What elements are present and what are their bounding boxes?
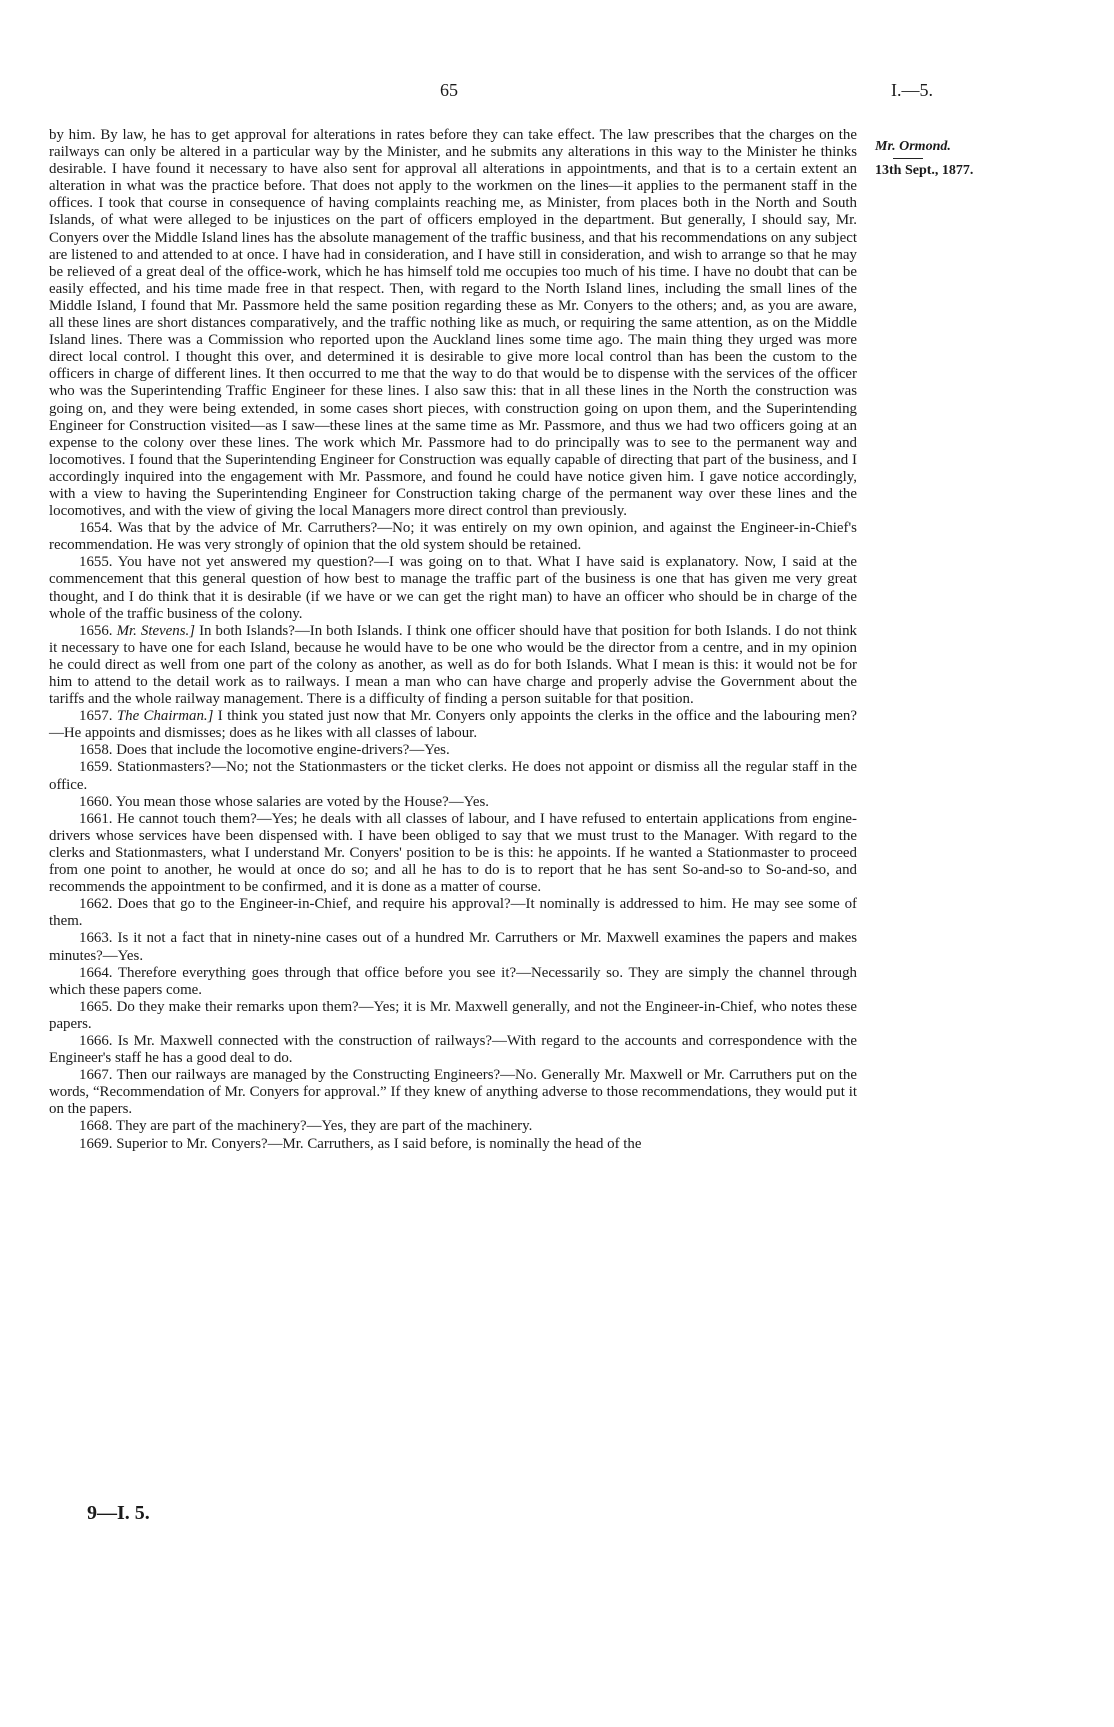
margin-rule — [893, 158, 923, 159]
question-paragraph — [49, 896, 857, 930]
question-paragraph — [49, 1033, 857, 1067]
question-paragraph — [49, 759, 857, 793]
question-text: Is Mr. Maxwell connected with the construction of railways?—With regard to the accounts and correspondence with the Engineer's staff he has a good deal to do. — [49, 1032, 857, 1067]
intro-paragraph: by him. By law, he has to get approval for alterations in rates before they can take effect. The law prescribes that the charges on the railways can only be altered in a particular way by the Minister, and he submits any alterations in this way to the Minister he thinks desirable. I have found it necessary to have also sent for approval all alterations in appointments, and that is to a certain extent an alteration in what was the practice before. That does not apply to the workmen on the lines—it applies to the permanent staff in the offices. I took that course in consequence of having complaints reaching me, as Minister, from places both in the North and South Islands, of what were alleged to be injustices on the part of officers employed in the department. But generally, I should say, Mr. Conyers over the Middle Island lines has the absolute management of the traffic business, and that his recommendations on any subject are listened to and attended to at once. I have had in consideration, and I have still in consideration, and wish to arrange so that he may be relieved of a great deal of the office-work, which he has himself told me occupies too much of his time. I have no doubt that can be easily effected, and his time made free in that respect. Then, with regard to the North Island lines, including the small lines of the Middle Island, I found that Mr. Passmore held the same position regarding these as Mr. Conyers to the others; and, as you are aware, all these lines are short distances comparatively, and the traffic nothing like as much, or requiring the same attention, as on the Middle Island lines. There was a Commission who reported upon the Auckland lines some time ago. The main thing they urged was more direct local control. I thought this over, and determined it is desirable to give more local control than has been the custom to the officers in charge of different lines. It then occurred to me that the way to do that would be to dispense with the services of the officer who was the Superintending Traffic Engineer for these lines. I also saw this: that in all these lines in the North the construction was going on, and they were being extended, in some cases short pieces, with construction going on upon them, and the Superintending Engineer for Construction visited—as I saw—these lines at the same time as Mr. Passmore, and thus we had two officers going at an expense to the colony over these lines. The work which Mr. Passmore had to do principally was to see to the permanent way and locomotives. I found that the Superintending Engineer for Construction was equally capable of directing that part of the business, and I accordingly inquired into the engagement with Mr. Passmore, and found he could have notice given him. I gave notice accordingly, with a view to having the Superintending Engineer for Construction taking charge of the permanent way over these lines and the locomotives, and with the view of giving the local Managers more direct control than previously. — [49, 127, 857, 520]
question-number: 1665. — [79, 998, 113, 1015]
question-text: He cannot touch them?—Yes; he deals with all classes of labour, and I have refused to entertain applications from engine-drivers whose services have been dispensed with. I have been obliged to say that we must trust to the Manager. With regard to the clerks and Stationmasters, what I understand Mr. Conyers' position to be is this: he appoints. If he wanted a Stationmaster to proceed from one point to another, he would at once do so; and all he has to do is to report that he has sent So-and-so to So-and-so, and recommends the appointment to be confirmed, and it is done as a matter of course. — [49, 810, 857, 896]
question-text: You mean those whose salaries are voted by the House?—Yes. — [115, 793, 489, 810]
question-text: Then our railways are managed by the Constructing Engineers?—No. Generally Mr. Maxwell or Mr. Carruthers put on the words, “Recommendation of Mr. Conyers for approval.” If they knew of anything adverse to those recommendations, they would put it on the papers. — [49, 1067, 857, 1118]
question-text: Does that include the locomotive engine-drivers?—Yes. — [116, 742, 450, 759]
question-number: 1657. — [79, 708, 113, 725]
question-paragraph — [49, 1136, 857, 1153]
question-number: 1669. — [79, 1135, 113, 1152]
page-number: 65 — [440, 80, 458, 100]
question-paragraph — [49, 708, 857, 742]
question-number: 1661. — [79, 810, 113, 827]
document-reference: I.—5. — [891, 80, 933, 100]
question-text: Stationmasters?—No; not the Stationmasters or the ticket clerks. He does not appoint or dismiss all the regular staff in the office. — [49, 759, 858, 793]
question-number: 1663. — [79, 930, 113, 947]
question-number: 1664. — [79, 964, 113, 981]
question-paragraph — [49, 520, 857, 554]
testimony-body — [49, 127, 857, 1153]
question-paragraph — [49, 811, 857, 896]
question-paragraph — [49, 999, 857, 1033]
question-text: They are part of the machinery?—Yes, they are part of the machinery. — [115, 1118, 533, 1135]
question-text: Does that go to the Engineer-in-Chief, and require his approval?—It nominally is addressed to him. He may see some of them. — [49, 896, 857, 930]
question-paragraph — [49, 554, 857, 622]
signature-mark: 9—I. 5. — [87, 1502, 150, 1524]
question-number: 1656. — [79, 622, 113, 639]
question-text: I think you stated just now that Mr. Conyers only appoints the clerks in the office and the labouring men?—He appoints and dismisses; does as he likes with all classes of labour. — [49, 708, 857, 742]
margin-date: 13th Sept., 1877. — [875, 163, 974, 178]
question-paragraph — [49, 623, 857, 708]
question-text: Do they make their remarks upon them?—Yes; it is Mr. Maxwell generally, and not the Engineer-in-Chief, who notes these papers. — [49, 998, 857, 1032]
question-paragraph — [49, 742, 857, 759]
question-number: 1659. — [79, 759, 113, 776]
question-number: 1667. — [79, 1067, 113, 1084]
question-number: 1658. — [79, 742, 113, 759]
question-text: You have not yet answered my question?—I was going on to that. What I have said is explanatory. Now, I said at the commencement that this general question of how best to manage the traffic part of the business is one that has given me very great thought, and I do think that it is desirable (if we have or we can get the right man) to have an officer who should be in charge of the whole of the traffic business of the colony. — [49, 554, 858, 622]
question-text: Superior to Mr. Conyers?—Mr. Carruthers, as I said before, is nominally the head of the — [116, 1135, 642, 1152]
question-number: 1660. — [79, 793, 113, 810]
question-paragraph — [49, 930, 857, 964]
question-list — [49, 520, 857, 1152]
question-text: Was that by the advice of Mr. Carruthers?—No; it was entirely on my own opinion, and against the Engineer-in-Chief's recommendation. He was very strongly of opinion that the old system should be retained. — [49, 520, 857, 554]
question-number: 1662. — [79, 896, 113, 913]
question-number: 1666. — [79, 1032, 113, 1049]
question-text: In both Islands?—In both Islands. I think one officer should have that position for both Islands. I do not think it necessary to have one for each Island, because he would have to be one who would be the director from a centre, and in my opinion he could direct as well from one part of the colony as another, as well as do for both Islands. What I mean is this: it would not be for him to attend to the detail work as to railways. I mean a man who can have charge and properly advise the Government about the tariffs and the whole railway management. There is a difficulty of finding a person suitable for that position. — [49, 622, 857, 708]
question-number: 1655. — [79, 554, 113, 571]
question-number: 1654. — [79, 520, 113, 537]
question-text: Is it not a fact that in ninety-nine cases out of a hundred Mr. Carruthers or Mr. Maxwell examines the papers and makes minutes?—Yes. — [49, 930, 857, 964]
question-paragraph — [49, 1067, 857, 1118]
margin-witness-name: Mr. Ormond. — [875, 139, 951, 154]
question-paragraph — [49, 794, 857, 811]
speaker-label: Mr. Stevens.] — [116, 622, 196, 639]
question-paragraph — [49, 1118, 857, 1135]
question-number: 1668. — [79, 1118, 113, 1135]
speaker-label: The Chairman.] — [116, 708, 214, 725]
question-text: Therefore everything goes through that office before you see it?—Necessarily so. They are simply the channel through which these papers come. — [49, 964, 857, 998]
question-paragraph — [49, 965, 857, 999]
